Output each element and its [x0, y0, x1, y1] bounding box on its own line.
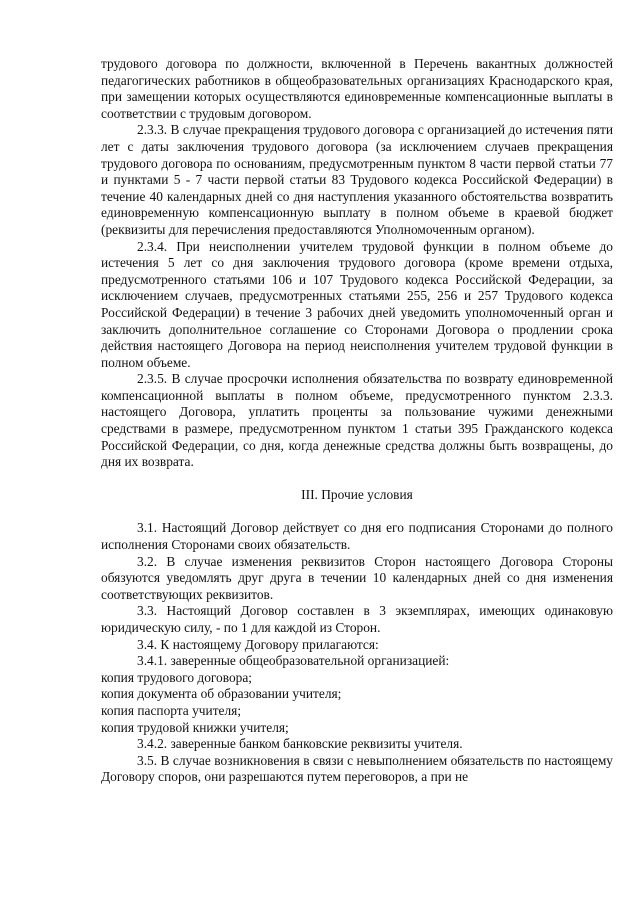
document-page	[101, 56, 613, 786]
clause-3-3: 3.3. Настоящий Договор составлен в 3 экземплярах, имеющих одинаковую юридическую силу, - по 1 для каждой из Сторон.	[101, 603, 613, 635]
clause-3-4-2: 3.4.2. заверенные банком банковские реквизиты учителя.	[137, 736, 463, 752]
clause-3-5: 3.5. В случае возникновения в связи с невыполнением обязательств по настоящему Договору споров, они разрешаются путем переговоров, а при не	[101, 752, 613, 785]
list-item: копия трудовой книжки учителя;	[101, 719, 289, 735]
list-item: копия паспорта учителя;	[101, 702, 242, 718]
clause-3-4: 3.4. К настоящему Договору прилагаются:	[137, 636, 379, 652]
clause-3-2: 3.2. В случае изменения реквизитов Сторон настоящего Договора Стороны обязуются уведомлять друг друга в течении 10 календарных дней со дня изменения соответствующих реквизитов.	[101, 553, 613, 602]
clause-3-1: 3.1. Настоящий Договор действует со дня его подписания Сторонами до полного исполнения Сторонами своих обязательств.	[101, 520, 613, 553]
paragraph-continuation: трудового договора по должности, включенной в Перечень вакантных должностей педагогических работников в общеобразовательных организациях Краснодарского края, при замещении которых осуществляются единовременные компенсационные выплаты в соответствии с трудовым договором.	[101, 56, 613, 121]
clause-2-3-3: 2.3.3. В случае прекращения трудового договора с организацией до истечения пяти лет с даты заключения трудового договора (за исключением случаев прекращения трудового договора по основаниям, предусмотренным пунктом 8 части первой статьи 77 и пунктами 5 - 7 части первой статьи 83 Трудового кодекса Российской Федерации) в течение 40 календарных дней со дня наступления указанного обстоятельства возвратить единовременную компенсационную выплату в полном объеме в краевой бюджет (реквизиты для перечисления предоставляются Уполномоченным органом).	[101, 122, 613, 237]
clause-3-4-1: 3.4.1. заверенные общеобразовательной организацией:	[137, 653, 450, 669]
clause-2-3-5: 2.3.5. В случае просрочки исполнения обязательства по возврату единовременной компенсационной выплаты в полном объеме, предусмотренного пунктом 2.3.3. настоящего Договора, уплатить проценты за пользование чужими денежными средствами в размере, предусмотренном пунктом 1 статьи 395 Гражданского кодекса Российской Федерации, со дня, когда денежные средства должны быть возвращены, до дня их возврата.	[101, 371, 613, 470]
list-item: копия документа об образовании учителя;	[101, 686, 342, 702]
list-item: копия трудового договора;	[101, 669, 253, 685]
section-heading: III. Прочие условия	[301, 486, 413, 502]
clause-2-3-4: 2.3.4. При неисполнении учителем трудовой функции в полном объеме до истечения 5 лет со дня заключения трудового договора (кроме времени отдыха, предусмотренного статьями 106 и 107 Трудового кодекса Российской Федерации, за исключением случаев, предусмотренных статьями 255, 256 и 257 Трудового кодекса Российской Федерации) в течение 3 рабочих дней уведомить уполномоченный орган и заключить дополнительное соглашение со Сторонами Договора о продлении срока действия настоящего Договора на период неисполнения учителем трудовой функции в полном объеме.	[101, 238, 613, 370]
